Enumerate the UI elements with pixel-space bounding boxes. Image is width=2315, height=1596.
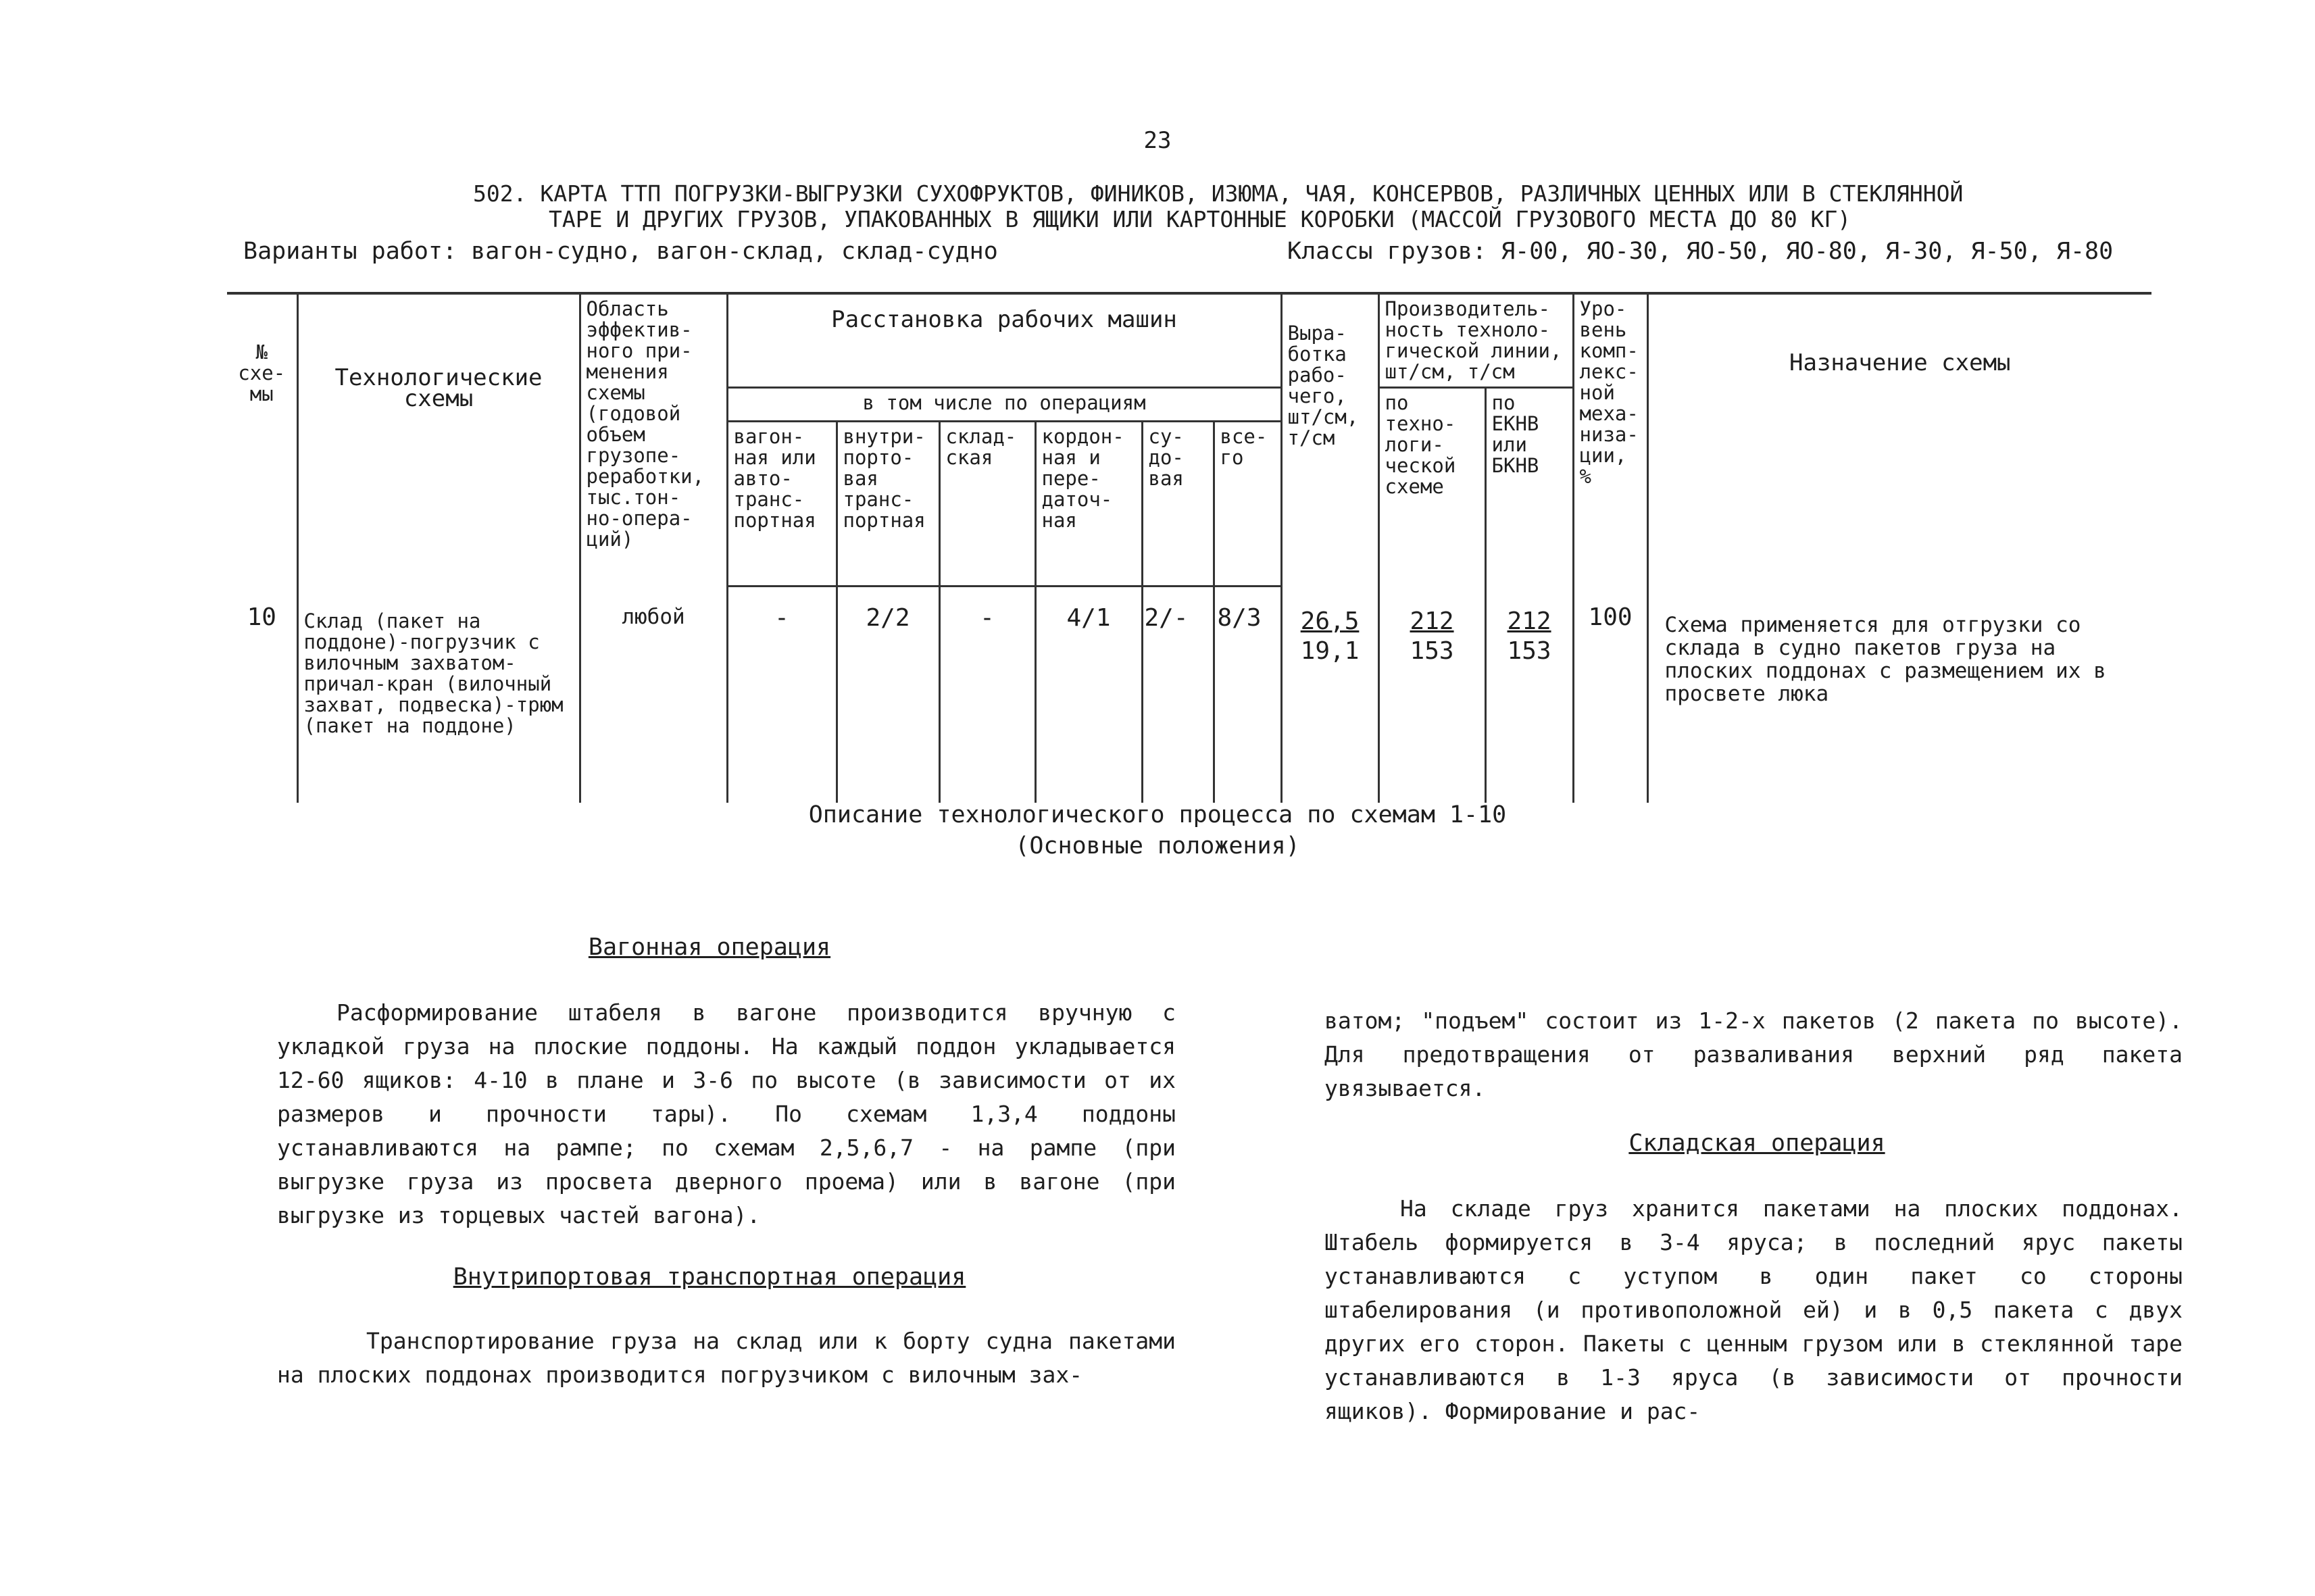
row-by-ekn-value — [1485, 587, 1573, 803]
header-scheme-no: № схе- мы — [227, 293, 297, 587]
header-application-area: Область эффектив- ного при- менения схемы (годовой объем грузопе- реработки, тыс.тон- но-опера- ций) — [580, 293, 727, 587]
row-by-scheme-value — [1378, 587, 1485, 803]
section-heading-wagon: Вагонная операция — [588, 934, 831, 961]
header-wagon-op: вагон- ная или авто- транс- портная — [727, 422, 837, 587]
header-intraport-op: внутри- порто- вая транс- портная — [837, 422, 939, 587]
row-output-bottom: 19,1 — [1300, 637, 1360, 665]
header-mechanization-level: Уро- вень комп- лекс- ной меха- низа- ции, % — [1573, 293, 1647, 587]
description-subtitle: (Основные положения) — [1015, 832, 1300, 859]
title-line-1: 502. КАРТА ТТП ПОГРУЗКИ-ВЫГРУЗКИ СУХОФРУКТОВ, ФИНИКОВ, ИЗЮМА, ЧАЯ, КОНСЕРВОВ, РАЗЛИЧНЫХ ЦЕННЫХ ИЛИ В СТЕКЛЯННОЙ — [473, 180, 1964, 207]
header-by-ekn: по ЕКНВ или БКНВ — [1485, 388, 1573, 587]
row-by-scheme-bottom: 153 — [1410, 637, 1454, 665]
section-heading-intraport: Внутрипортовая транспортная операция — [453, 1264, 966, 1291]
description-title: Описание технологического процесса по схемам 1-10 — [808, 801, 1507, 828]
row-ship-value: 2/- — [1142, 587, 1214, 803]
row-mechanization-value: 100 — [1573, 587, 1647, 803]
header-warehouse-op: склад- ская — [939, 422, 1035, 587]
header-productivity: Производитель- ность техноло- гической линии, шт/см, т/см — [1378, 293, 1573, 388]
header-cordon-op: кордон- ная и пере- даточ- ная — [1035, 422, 1142, 587]
row-scheme-no: 10 — [227, 587, 297, 803]
row-by-ekn-top: 212 — [1507, 607, 1551, 635]
header-purpose: Назначение схемы — [1647, 293, 2151, 587]
section-text-wagon: Расформирование штабеля в вагоне производится вручную с укладкой груза на плоские поддоны. На каждый поддон укладывается 12-60 ящиков: 4-10 в плане и 3-6 по высоте (в зависимости от их размеров и прочности тары). По схемам 1,3,4 поддоны устанавливаются на рампе; по схемам 2,5,6,7 - на рампе (при выгрузке груза из просвета дверного проема) или в вагоне (при выгрузке из торцевых частей вагона). — [277, 999, 1189, 1228]
row-intraport-value: 2/2 — [837, 587, 939, 803]
row-output-value — [1281, 587, 1378, 803]
header-total: все- го — [1214, 422, 1281, 587]
row-output-top: 26,5 — [1300, 607, 1360, 635]
scheme-table — [227, 292, 2151, 803]
row-warehouse-value: - — [939, 587, 1035, 803]
section-heading-warehouse: Складская операция — [1628, 1130, 1885, 1157]
header-machine-placement: Расстановка рабочих машин — [727, 293, 1281, 388]
row-application-area: любой — [580, 587, 727, 803]
row-purpose: Схема применяется для отгрузки со склада в судно пакетов груза на плоских поддонах с размещением их в просвете люка — [1647, 587, 2151, 803]
row-scheme-description: Склад (пакет на поддоне)-погрузчик с вилочным захватом-причал-кран (вилочный захват, подвеска)-трюм (пакет на поддоне) — [297, 587, 580, 803]
row-wagon-value: - — [727, 587, 837, 803]
section-text-warehouse: На складе груз хранится пакетами на плоских поддонах. Штабель формируется в 3-4 яруса; в последний ярус пакеты устанавливаются с уступом в один пакет со стороны штабелирования (и противоположной ей) и в 0,5 пакета с двух других его сторон. Пакеты с ценным грузом или в стеклянной таре устанавливаются в 1-3 яруса (в зависимости от прочности ящиков). Формирование и рас- — [1324, 1195, 2196, 1424]
cargo-classes: Классы грузов: Я-00, ЯО-30, ЯО-50, ЯО-80, Я-30, Я-50, Я-80 — [1287, 238, 2114, 265]
row-total-value: 8/3 — [1214, 587, 1281, 803]
header-ship-op: су- до- вая — [1142, 422, 1214, 587]
page-number: 23 — [1143, 127, 1172, 154]
section-text-continuation: ватом; "подъем" состоит из 1-2-х пакетов (2 пакета по высоте). Для предотвращения от разваливания верхний ряд пакета увязывается. — [1324, 1007, 2196, 1101]
header-tech-schemes: Технологические схемы — [297, 293, 580, 587]
header-by-scheme: по техно- логи- ческой схеме — [1378, 388, 1485, 587]
title-line-2: ТАРЕ И ДРУГИХ ГРУЗОВ, УПАКОВАННЫХ В ЯЩИКИ ИЛИ КАРТОННЫЕ КОРОБКИ (МАССОЙ ГРУЗОВОГО МЕСТА ДО 80 КГ) — [549, 206, 1851, 232]
row-by-ekn-bottom: 153 — [1507, 637, 1551, 665]
row-cordon-value: 4/1 — [1035, 587, 1142, 803]
document-title — [473, 181, 1963, 232]
header-output: Выра- ботка рабо- чего, шт/см, т/см — [1281, 293, 1378, 587]
section-text-intraport: Транспортирование груза на склад или к борту судна пакетами на плоских поддонах производится погрузчиком с вилочным зах- — [277, 1328, 1189, 1388]
row-by-scheme-top: 212 — [1410, 607, 1454, 635]
header-including-ops: в том числе по операциям — [727, 388, 1281, 422]
work-variants: Варианты работ: вагон-судно, вагон-склад, склад-судно — [243, 238, 998, 265]
